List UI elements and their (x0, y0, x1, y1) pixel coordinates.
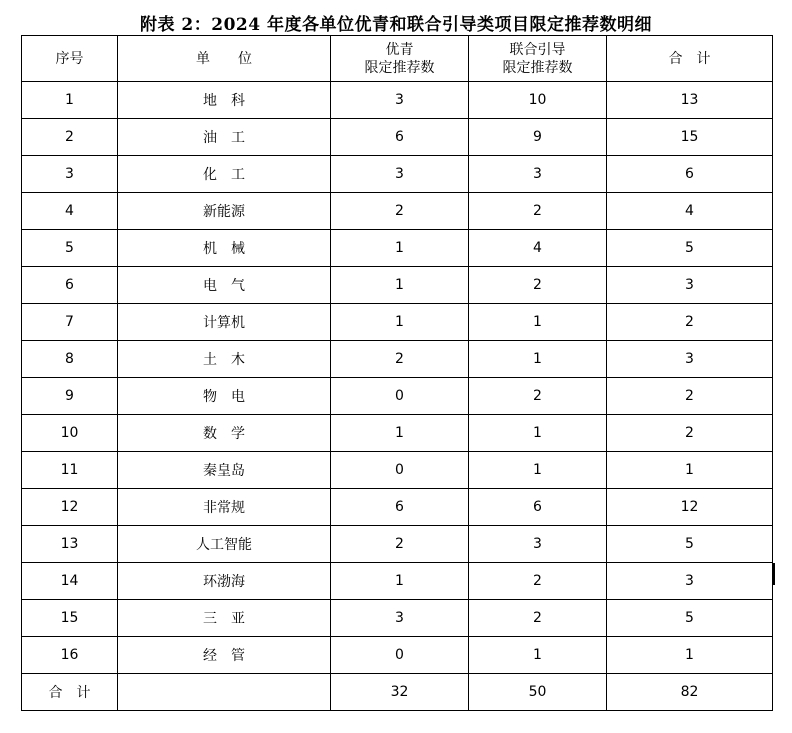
cell-total: 3 (607, 341, 773, 378)
cell-unit: 经 管 (118, 637, 331, 674)
cell-index: 10 (22, 415, 118, 452)
cell-youqing: 2 (331, 526, 469, 563)
cell-unit: 物 电 (118, 378, 331, 415)
cell-unit: 地 科 (118, 82, 331, 119)
cell-unit: 数 学 (118, 415, 331, 452)
table-row (22, 267, 773, 304)
cell-total: 2 (607, 415, 773, 452)
text-cursor (773, 563, 775, 585)
cell-lianhe: 6 (469, 489, 607, 526)
cell-youqing: 2 (331, 193, 469, 230)
table-row (22, 341, 773, 378)
header-lianhe (469, 36, 607, 82)
cell-youqing: 1 (331, 304, 469, 341)
header-lianhe-line1: 联合引导 (509, 41, 566, 58)
cell-youqing: 6 (331, 489, 469, 526)
cell-unit: 土 木 (118, 341, 331, 378)
cell-lianhe: 1 (469, 341, 607, 378)
cell-total: 2 (607, 304, 773, 341)
table-row (22, 230, 773, 267)
cell-youqing: 0 (331, 452, 469, 489)
cell-total: 2 (607, 378, 773, 415)
table-row (22, 637, 773, 674)
cell-index: 2 (22, 119, 118, 156)
header-lianhe-line2: 限定推荐数 (502, 59, 573, 76)
cell-index: 3 (22, 156, 118, 193)
header-youqing-line1: 优青 (385, 41, 414, 58)
header-unit: 单 位 (118, 36, 331, 82)
summary-lianhe: 50 (469, 674, 607, 711)
page-title: 附表 2：2024 年度各单位优青和联合引导类项目限定推荐数明细 (140, 15, 652, 35)
cell-total: 13 (607, 82, 773, 119)
table-row (22, 563, 773, 600)
cell-lianhe: 3 (469, 156, 607, 193)
cell-unit: 新能源 (118, 193, 331, 230)
cell-unit: 油 工 (118, 119, 331, 156)
summary-total: 82 (607, 674, 773, 711)
summary-unit (118, 674, 331, 711)
cell-index: 6 (22, 267, 118, 304)
cell-index: 13 (22, 526, 118, 563)
cell-total: 12 (607, 489, 773, 526)
cell-lianhe: 3 (469, 526, 607, 563)
cell-lianhe: 1 (469, 637, 607, 674)
table-row (22, 600, 773, 637)
table-row (22, 156, 773, 193)
cell-total: 3 (607, 267, 773, 304)
table-header-row (22, 36, 773, 82)
cell-total: 1 (607, 637, 773, 674)
cell-unit: 秦皇岛 (118, 452, 331, 489)
cell-total: 5 (607, 526, 773, 563)
cell-lianhe: 2 (469, 600, 607, 637)
cell-youqing: 3 (331, 600, 469, 637)
cell-total: 1 (607, 452, 773, 489)
cell-total: 5 (607, 600, 773, 637)
cell-index: 5 (22, 230, 118, 267)
cell-unit: 电 气 (118, 267, 331, 304)
cell-total: 3 (607, 563, 773, 600)
table-row (22, 193, 773, 230)
cell-youqing: 2 (331, 341, 469, 378)
cell-unit: 三 亚 (118, 600, 331, 637)
cell-lianhe: 2 (469, 267, 607, 304)
cell-lianhe: 2 (469, 378, 607, 415)
cell-index: 16 (22, 637, 118, 674)
cell-unit: 非常规 (118, 489, 331, 526)
cell-lianhe: 2 (469, 193, 607, 230)
cell-unit: 机 械 (118, 230, 331, 267)
quota-table (21, 35, 773, 711)
cell-youqing: 6 (331, 119, 469, 156)
table-row (22, 452, 773, 489)
cell-unit: 计算机 (118, 304, 331, 341)
cell-index: 4 (22, 193, 118, 230)
table-row (22, 489, 773, 526)
cell-index: 9 (22, 378, 118, 415)
cell-lianhe: 4 (469, 230, 607, 267)
cell-youqing: 1 (331, 563, 469, 600)
table-row (22, 378, 773, 415)
cell-total: 5 (607, 230, 773, 267)
cell-youqing: 0 (331, 637, 469, 674)
cell-lianhe: 9 (469, 119, 607, 156)
cell-index: 15 (22, 600, 118, 637)
summary-row (22, 674, 773, 711)
summary-label: 合 计 (22, 674, 118, 711)
header-youqing-line2: 限定推荐数 (364, 59, 435, 76)
cell-lianhe: 2 (469, 563, 607, 600)
cell-total: 15 (607, 119, 773, 156)
cell-youqing: 3 (331, 156, 469, 193)
table-row (22, 526, 773, 563)
cell-index: 7 (22, 304, 118, 341)
cell-lianhe: 1 (469, 452, 607, 489)
cell-youqing: 3 (331, 82, 469, 119)
cell-youqing: 1 (331, 267, 469, 304)
cell-index: 8 (22, 341, 118, 378)
header-index: 序号 (22, 36, 118, 82)
cell-lianhe: 1 (469, 415, 607, 452)
cell-index: 12 (22, 489, 118, 526)
cell-index: 1 (22, 82, 118, 119)
table-row (22, 82, 773, 119)
table-row (22, 119, 773, 156)
cell-lianhe: 10 (469, 82, 607, 119)
cell-unit: 人工智能 (118, 526, 331, 563)
table-row (22, 415, 773, 452)
cell-unit: 化 工 (118, 156, 331, 193)
cell-youqing: 0 (331, 378, 469, 415)
header-youqing (331, 36, 469, 82)
cell-total: 6 (607, 156, 773, 193)
cell-index: 14 (22, 563, 118, 600)
cell-lianhe: 1 (469, 304, 607, 341)
cell-total: 4 (607, 193, 773, 230)
table-row (22, 304, 773, 341)
cell-index: 11 (22, 452, 118, 489)
cell-youqing: 1 (331, 230, 469, 267)
summary-youqing: 32 (331, 674, 469, 711)
cell-youqing: 1 (331, 415, 469, 452)
header-total: 合 计 (607, 36, 773, 82)
cell-unit: 环渤海 (118, 563, 331, 600)
